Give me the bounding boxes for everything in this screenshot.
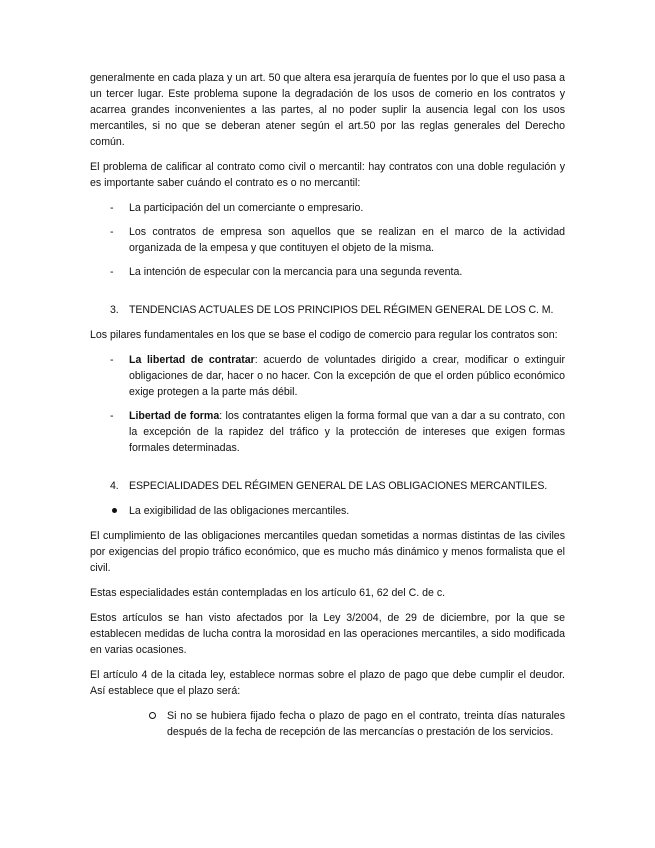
section-heading-4 [90,478,565,494]
list-item [90,264,565,280]
list-item [90,408,565,456]
term-bold: Libertad de forma [129,410,220,422]
section-title: ESPECIALIDADES DEL RÉGIMEN GENERAL DE LAS OBLIGACIONES MERCANTILES. [129,480,548,492]
dash-marker: - [110,354,114,366]
bullet-text: La exigibilidad de las obligaciones mercantiles. [129,505,350,517]
sub-bullet-text: Si no se hubiera fijado fecha o plazo de pago en el contrato, treinta días naturales después de la fecha de recepción de las mercancías o prestación de los servicios. [167,710,565,738]
section-number: 4. [110,480,119,492]
term-bold: La libertad de contratar [129,354,255,366]
document-body [90,70,565,740]
dash-marker: - [110,266,114,278]
paragraph-articulo-4: El artículo 4 de la citada ley, establece normas sobre el plazo de pago que debe cumplir el deudor. Así establece que el plazo será: [90,669,565,697]
term-description: : acuerdo de voluntades dirigido a crear, modificar o extinguir obligaciones de dar, hacer o no hacer. Con la excepción de que el orden público económico exige protegen a la parte más débil. [129,354,565,398]
paragraph-cumplimiento: El cumplimiento de las obligaciones mercantiles quedan sometidas a normas distintas de las civiles por exigencias del propio tráfico económico, que es mucho más dinámico y menos formalista que el civil. [90,530,565,574]
list-item [90,224,565,256]
paragraph-ley: Estos artículos se han visto afectados por la Ley 3/2004, de 29 de diciembre, por la que se establecen medidas de lucha contra la morosidad en las operaciones mercantiles, a sido modificada en varias ocasiones. [90,612,565,656]
list-item-text: Los contratos de empresa son aquellos que se realizan en el marco de la actividad organizada de la empesa y que contituyen el objeto de la misma. [129,226,565,254]
list-item-text: La intención de especular con la mercancia para una segunda reventa. [129,266,463,278]
pillars-list [90,352,565,456]
bullet-dot-icon [112,508,117,513]
section-number: 3. [110,304,119,316]
bullet-item [90,503,565,519]
paragraph-especialidades: Estas especialidades están contempladas en los artículo 61, 62 del C. de c. [90,587,446,599]
term-description: : los contratantes eligen la forma formal que van a dar a su contrato, con la excepción de la rapidez del tráfico y la protección de intereses que exigen formas formales determinadas. [129,410,565,454]
dash-marker: - [110,202,114,214]
paragraph-intro: generalmente en cada plaza y un art. 50 que altera esa jerarquía de fuentes por lo que el uso pasa a un tercer lugar. Este problema supone la degradación de los usos de comerio en los contratos y acarrea grandes inconvenientes a las partes, al no poder suplir la ausencia legal con los usos mercantiles, si no que se deberan atener según el art.50 por las reglas generales del Derecho común. [90,72,565,148]
criteria-list [90,200,565,280]
dash-marker: - [110,410,114,422]
list-item [90,352,565,400]
list-item [90,200,565,216]
paragraph-pilares: Los pilares fundamentales en los que se base el codigo de comercio para regular los contratos son: [90,329,558,341]
sub-bullet-item [90,708,565,740]
paragraph-calificar: El problema de calificar al contrato como civil o mercantil: hay contratos con una doble regulación y es importante saber cuándo el contrato es o no mercantil: [90,161,565,189]
list-item-text: La participación del un comerciante o empresario. [129,202,364,214]
circle-bullet-icon [149,712,156,719]
section-title: TENDENCIAS ACTUALES DE LOS PRINCIPIOS DEL RÉGIMEN GENERAL DE LOS C. M. [129,304,554,316]
section-heading-3 [90,302,565,318]
dash-marker: - [110,226,114,238]
